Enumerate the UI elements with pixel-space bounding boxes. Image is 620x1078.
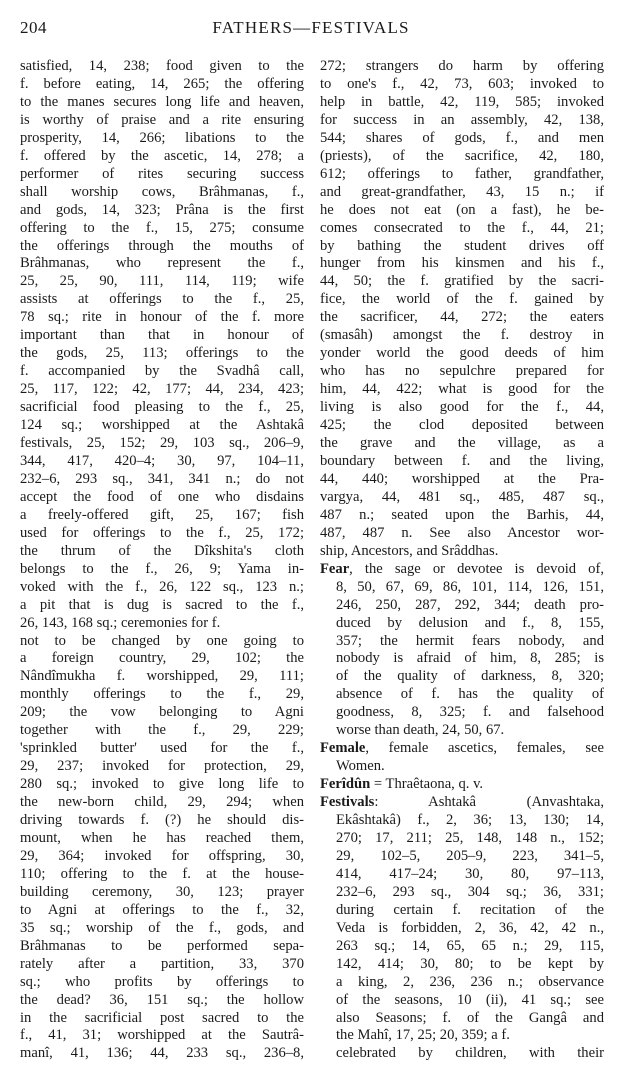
index-line: building ceremony, 30, 123; prayer <box>20 883 304 900</box>
page-number: 204 <box>20 18 47 37</box>
index-line: 612; offerings to father, grandfather, <box>320 165 604 182</box>
index-line: driving towards f. (?) he should dis- <box>20 812 304 829</box>
index-line: celebrated by children, with their <box>336 1045 604 1062</box>
index-line: the Mahî, 17, 25; 20, 359; a f. <box>336 1027 510 1044</box>
index-line: 246, 250, 287, 292, 344; death pro- <box>336 596 604 613</box>
index-line: 209; the vow belonging to Agni <box>20 704 304 721</box>
index-line: he does not eat (on a fast), he be- <box>320 201 604 218</box>
index-line: and gods, 14, 323; Prâna is the first <box>20 201 304 218</box>
index-line: 29, 102–5, 205–9, 223, 341–5, <box>336 847 604 864</box>
index-line: comes consecrated to the f., 44, 21; <box>320 219 604 236</box>
index-line: performer of rites securing success <box>20 165 304 182</box>
index-line: fice, the world of the f. gained by <box>320 291 604 308</box>
index-line: accept the food of one who disdains <box>20 488 304 505</box>
index-line: in the sacrificial post sacred to the <box>20 1009 304 1026</box>
entry-headword: Festivals <box>320 794 375 811</box>
entry-headword: Ferîdûn <box>320 776 371 793</box>
index-line: ship, Ancestors, and Srâddhas. <box>320 542 499 559</box>
index-line: 357; the hermit fears nobody, and <box>336 632 604 649</box>
index-line: 270; 17, 211; 25, 148, 148 n., 152; <box>336 829 604 846</box>
index-line: 414, 417–24; 30, 80, 97–113, <box>336 865 604 882</box>
index-line: Nândîmukha f. worshipped, 29, 111; <box>20 668 304 685</box>
index-line: (priests), of the sacrifice, 42, 180, <box>320 147 604 164</box>
index-line: 110; offering to the f. at the house- <box>20 865 304 882</box>
index-line: by bathing the student drives off <box>320 237 604 254</box>
index-line: 280 sq.; invoked to give long life to <box>20 776 304 793</box>
index-line: 344, 417, 420–4; 30, 97, 104–11, <box>20 452 304 469</box>
index-line: 8, 50, 67, 69, 86, 101, 114, 126, 151, <box>336 578 604 595</box>
index-line: 232–6, 293 sq., 341, 341 n.; do not <box>20 470 304 487</box>
index-line: 124 sq.; worshipped at the Ashtakâ <box>20 417 304 434</box>
index-line: Ekâshtakâ) f., 2, 36; 13, 130; 14, <box>336 812 604 829</box>
index-line: 544; shares of gods, f., and men <box>320 129 604 146</box>
index-line: living is also good for the f., 44, <box>320 399 604 416</box>
index-line: f. before eating, 14, 265; the offering <box>20 75 304 92</box>
index-line: 232–6, 293 sq., 304 sq.; 36, 331; <box>336 883 604 900</box>
index-line: is worthy of praise and a rite ensuring <box>20 111 304 128</box>
index-line: 'sprinkled butter' used for the f., <box>20 740 304 757</box>
index-line: Fear, the sage or devotee is devoid of, <box>320 560 604 577</box>
index-line: to the manes secures long life and heaven, <box>20 93 304 110</box>
index-line: 272; strangers do harm by offering <box>320 58 604 74</box>
index-line: 487 n.; seated upon the Barhis, 44, <box>320 506 604 523</box>
index-line: the dead? 36, 151 sq.; the hollow <box>20 991 304 1008</box>
index-line: Veda is forbidden, 2, 36, 42, 42 n., <box>336 919 604 936</box>
index-line: the gods, 25, 113; offerings to the <box>20 345 304 362</box>
index-line: during certain f. recitation of the <box>336 901 604 918</box>
index-line: goodness, 8, 325; f. and falsehood <box>336 704 604 721</box>
index-line: to one's f., 42, 73, 603; invoked to <box>320 75 604 92</box>
index-line: a freely-offered gift, 25, 167; fish <box>20 506 304 523</box>
index-line: a king, 2, 236, 236 n.; observance <box>336 973 604 990</box>
index-line: also Seasons; f. of the Gangâ and <box>336 1009 604 1026</box>
entry-headword: Fear <box>320 560 350 577</box>
entry-headword: Female <box>320 740 366 757</box>
index-line: monthly offerings to the f., 29, <box>20 686 304 703</box>
index-line: assists at offerings to the f., 25, <box>20 291 304 308</box>
index-line: f. offered by the ascetic, 14, 278; a <box>20 147 304 164</box>
index-line: absence of f. has the quality of <box>336 686 604 703</box>
index-line: Women. <box>336 758 385 775</box>
index-line: help in battle, 42, 119, 585; invoked <box>320 93 604 110</box>
index-line: 425; the clod deposited between <box>320 417 604 434</box>
index-line: duced by delusion and f., 8, 155, <box>336 614 604 631</box>
index-line: shall worship cows, Brâhmanas, f., <box>20 183 304 200</box>
index-line: 26, 143, 168 sq.; ceremonies for f. <box>20 614 221 631</box>
index-line: Brâhmanas to be performed sepa- <box>20 937 304 954</box>
index-line: together with the f., 29, 229; <box>20 722 304 739</box>
index-line: 25, 117, 122; 42, 177; 44, 234, 423; <box>20 381 304 398</box>
index-line: the offerings through the mouths of <box>20 237 304 254</box>
page-header <box>20 18 602 44</box>
index-line: the grave and the village, as a <box>320 435 604 452</box>
index-line: prosperity, 14, 266; libations to the <box>20 129 304 146</box>
index-line: 35 sq.; worship of the f., gods, and <box>20 919 304 936</box>
right-column <box>320 58 604 1063</box>
index-line: Festivals: Ashtakâ (Anvashtaka, <box>320 794 604 811</box>
index-line: the thrum of the Dîkshita's cloth <box>20 542 304 559</box>
index-line: hunger from his kinsmen and his f., <box>320 255 604 272</box>
index-line: voked with the f., 26, 122 sq., 123 n.; <box>20 578 304 595</box>
index-line: 487, 487 n. See also Ancestor wor- <box>320 524 604 541</box>
index-line: not to be changed by one going to <box>20 632 304 649</box>
index-line: worse than death, 24, 50, 67. <box>336 722 505 739</box>
index-line: 25, 25, 90, 111, 114, 119; wife <box>20 273 304 290</box>
index-line: the new-born child, 29, 294; when <box>20 794 304 811</box>
index-line: 263 sq.; 14, 65, 65 n.; 29, 115, <box>336 937 604 954</box>
index-line: nobody is afraid of him, 8, 285; is <box>336 650 604 667</box>
index-line: a pit that is dug is sacred to the f., <box>20 596 304 613</box>
index-line: 29, 364; invoked for offspring, 30, <box>20 847 304 864</box>
index-line: (smasâh) amongst the f. destroy in <box>320 327 604 344</box>
index-line: 44, 440; worshipped at the Pra- <box>320 470 604 487</box>
running-title: FATHERS—FESTIVALS <box>212 18 410 37</box>
index-line: 142, 414; 30, 80; to be kept by <box>336 955 604 972</box>
index-line: Brâhmanas, who represent the f., <box>20 255 304 272</box>
index-line: and great-grandfather, 43, 15 n.; if <box>320 183 604 200</box>
index-line: sq.; who profits by offerings to <box>20 973 304 990</box>
index-line: of the seasons, 10 (ii), 41 sq.; see <box>336 991 604 1008</box>
index-line: for success in an assembly, 42, 138, <box>320 111 604 128</box>
index-line: 78 sq.; rite in honour of the f. more <box>20 309 304 326</box>
index-line: boundary between f. and the living, <box>320 452 604 469</box>
index-line: f. accompanied by the Svadhâ call, <box>20 363 304 380</box>
index-line: yonder world the good deeds of him <box>320 345 604 362</box>
index-line: vargya, 44, 481 sq., 485, 487 sq., <box>320 488 604 505</box>
index-line: 29, 237; invoked for protection, 29, <box>20 758 304 775</box>
index-line: offering to the f., 15, 275; consume <box>20 219 304 236</box>
index-line: festivals, 25, 152; 29, 103 sq., 206–9, <box>20 435 304 452</box>
index-line: mount, when he has reached them, <box>20 829 304 846</box>
index-line: satisfied, 14, 238; food given to the <box>20 58 304 74</box>
index-line: of the quality of darkness, 8, 320; <box>336 668 604 685</box>
index-line: a foreign country, 29, 102; the <box>20 650 304 667</box>
index-line: rately after a partition, 33, 370 <box>20 955 304 972</box>
index-line: the sacrificer, 44, 272; the eaters <box>320 309 604 326</box>
index-line: who has no sepulchre prepared for <box>320 363 604 380</box>
index-line: used for offerings to the f., 25, 172; <box>20 524 304 541</box>
index-line: manî, 41, 136; 44, 233 sq., 236–8, <box>20 1045 304 1062</box>
index-line: important than that in honour of <box>20 327 304 344</box>
index-line: belongs to the f., 26, 9; Yama in- <box>20 560 304 577</box>
index-line: him, 44, 422; what is good for the <box>320 381 604 398</box>
index-line: 44, 50; the f. gratified by the sacri- <box>320 273 604 290</box>
index-line: sacrificial food pleasing to the f., 25, <box>20 399 304 416</box>
index-line: Female, female ascetics, females, see <box>320 740 604 757</box>
index-columns <box>20 58 604 1068</box>
index-line: to Agni at offerings to the f., 32, <box>20 901 304 918</box>
index-line: f., 41, 31; worshipped at the Sautrâ- <box>20 1027 304 1044</box>
index-line: Ferîdûn = Thraêtaona, q. v. <box>320 776 484 793</box>
left-column <box>20 58 304 1063</box>
